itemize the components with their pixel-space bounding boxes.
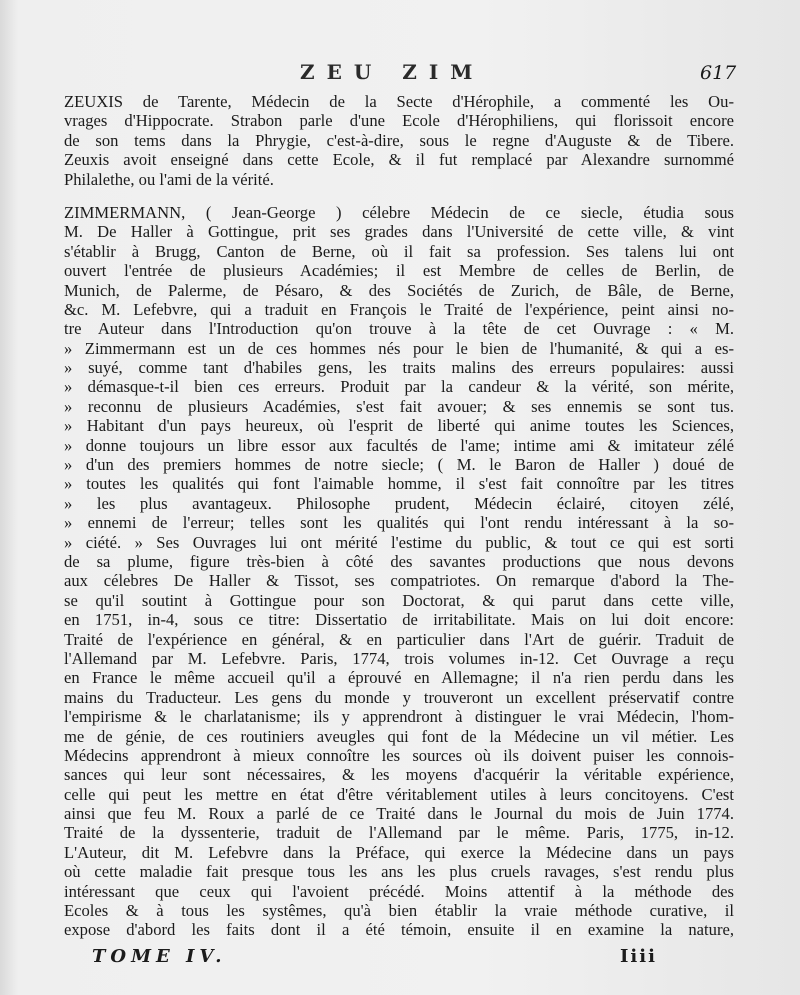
page-footer <box>0 946 800 974</box>
text-line: mains du Traducteur. Les gens du monde y trouveront un excellent préservatif contre <box>64 687 734 707</box>
page-header <box>0 56 800 86</box>
text-line: Traité de l'expérience en général, & en particulier dans l'Art de guérir. Traduit de <box>64 629 734 649</box>
text-line: intéressant que ceux qui l'avoient précédé. Moins attentif à la méthode des <box>64 881 734 901</box>
text-line: » d'un des premiers hommes de notre siecle; ( M. le Baron de Haller ) doué de <box>64 455 734 475</box>
text-line: L'Auteur, dit M. Lefebvre dans la Préface, qui exerce la Médecine dans un pays <box>64 842 734 862</box>
text-line: ZEUXIS de Tarente, Médecin de la Secte d'Hérophile, a commenté les Ou- <box>64 92 734 111</box>
text-line: » Zimmermann est un de ces hommes nés pour le bien de l'humanité, & qui a es- <box>64 338 734 358</box>
text-line: sances qui leur sont nécessaires, & les moyens d'acquérir la véritable expérience, <box>64 765 734 785</box>
signature-mark: Iiii <box>620 946 657 967</box>
text-line: Philalethe, ou l'ami de la vérité. <box>64 169 274 189</box>
running-head: ZEU ZIM <box>300 60 485 84</box>
text-line: de son tems dans la Phrygie, c'est-à-dire, sous le regne d'Auguste & de Tibere. <box>64 130 734 150</box>
text-line: l'Allemand par M. Lefebvre. Paris, 1774, trois volumes in-12. Cet Ouvrage a reçu <box>64 648 734 668</box>
text-line: en 1751, in-4, sous ce titre: Dissertatio de irritabilitate. Mais on lui doit encore: <box>64 610 734 630</box>
text-line: » démasque-t-il bien ces erreurs. Produit par la candeur & la vérité, son mérite, <box>64 377 734 397</box>
text-line: l'empirisme & le charlatanisme; ils y apprendront à distinguer le vrai Médecin, l'hom- <box>64 707 734 727</box>
text-line: expose d'abord les faits dont il a été témoin, ensuite il en examine la nature, <box>64 920 734 940</box>
text-line: » suyé, comme tant d'habiles gens, les traits malins des erreurs populaires: aussi <box>64 358 734 378</box>
text-line: de sa plume, figure très-bien à côté des savantes productions que nous devons <box>64 551 734 571</box>
text-line: me de génie, de ces routiniers aveugles qui font de la Médecine un vil métier. Les <box>64 726 734 746</box>
text-line: M. De Haller à Gottingue, prit ses grades dans l'Université de cette ville, & vint <box>64 222 734 242</box>
text-line: » reconnu de plusieurs Académies, s'est fait avouer; & ses ennemis se sont tus. <box>64 396 734 416</box>
text-line: » les plus avantageux. Philosophe prudent, Médecin éclairé, citoyen zélé, <box>64 493 734 513</box>
text-line: ainsi que feu M. Roux a parlé de ce Traité dans le Journal du mois de Juin 1774. <box>64 804 734 824</box>
text-line: » donne toujours un libre essor aux facultés de l'ame; intime ami & imitateur zélé <box>64 435 734 455</box>
page-number: 617 <box>700 62 737 84</box>
text-line: où cette maladie fait presque tous les ans les plus cruels ravages, s'est rendu plus <box>64 862 734 882</box>
text-line: ZIMMERMANN, ( Jean-George ) célebre Médecin de ce siecle, étudia sous <box>64 202 734 222</box>
text-line: ouvert l'entrée de plusieurs Académies; il est Membre de celles de Berlin, de <box>64 261 734 281</box>
text-line: aux célebres De Haller & Tissot, ses compatriotes. On remarque d'abord la The- <box>64 571 734 591</box>
text-line: » ennemi de l'erreur; telles sont les qualités qui l'ont rendu intéressant à la so- <box>64 513 734 533</box>
text-line: Munich, de Palerme, de Pésaro, & des Sociétés de Zurich, de Bâle, de Berne, <box>64 280 734 300</box>
text-line: celle qui peut les mettre en état d'être véritablement utiles à leurs concitoyens. C'est <box>64 784 734 804</box>
entry-zimmermann <box>64 203 734 940</box>
text-line: Médecins apprendront à mieux connoître les sources où ils doivent puiser les connois- <box>64 745 734 765</box>
text-line: » toutes les qualités qui font l'aimable homme, il s'est fait connoître par les titres <box>64 474 734 494</box>
text-line: tre Auteur dans l'Introduction qu'on trouve à la tête de cet Ouvrage : « M. <box>64 319 734 339</box>
text-line: vrages d'Hippocrate. Strabon parle d'une Ecole d'Hérophiliens, qui florissoit encore <box>64 111 734 131</box>
text-line: » Habitant d'un pays heureux, où l'esprit de liberté qui anime toutes les Sciences, <box>64 416 734 436</box>
entry-zeuxis <box>64 92 734 189</box>
volume-label: TOME IV. <box>92 946 227 967</box>
text-line: &c. M. Lefebvre, qui a traduit en François le Traité de l'expérience, peint ainsi no- <box>64 299 734 319</box>
text-line: Ecoles & à tous les systêmes, qu'à bien établir la vraie méthode curative, il <box>64 901 734 921</box>
text-line: » ciété. » Ses Ouvrages lui ont mérité l'estime du public, & tout ce qui est sorti <box>64 532 734 552</box>
text-line: en France le même accueil qu'il a éprouvé en Allemagne; il n'a rien perdu dans les <box>64 668 734 688</box>
text-line: se qu'il soutint à Gottingue pour son Doctorat, & qui parut dans cette ville, <box>64 590 734 610</box>
text-line: Traité de la dyssenterie, traduit de l'Allemand par le même. Paris, 1775, in-12. <box>64 823 734 843</box>
text-line: s'établir à Brugg, Canton de Berne, où il fait sa profession. Ses talens lui ont <box>64 241 734 261</box>
page-body <box>64 92 734 940</box>
text-line: Zeuxis avoit enseigné dans cette Ecole, & il fut remplacé par Alexandre surnommé <box>64 150 734 170</box>
